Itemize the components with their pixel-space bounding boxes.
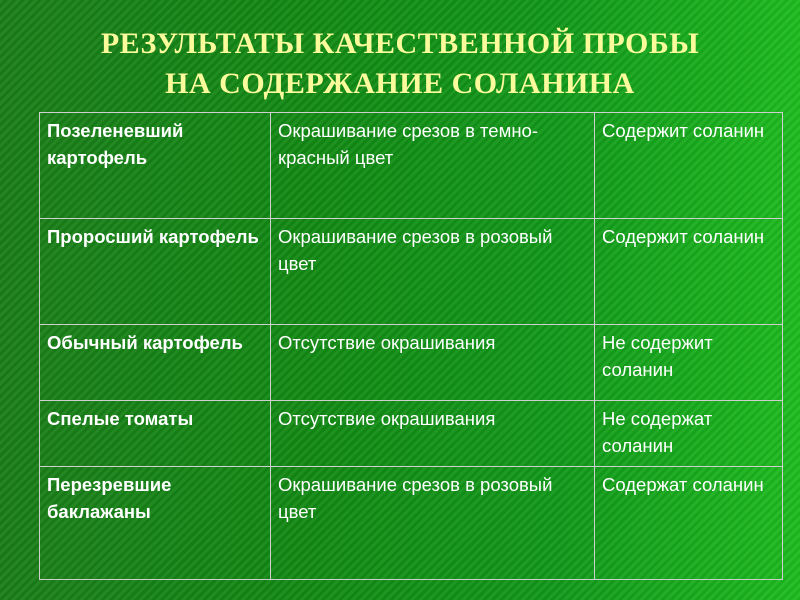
result-cell: Не содержит соланин <box>595 325 783 401</box>
table-row <box>40 219 783 325</box>
product-cell: Перезревшие баклажаны <box>40 467 271 580</box>
table-row <box>40 467 783 580</box>
reaction-cell: Отсутствие окрашивания <box>271 401 595 467</box>
table-row <box>40 113 783 219</box>
results-table <box>39 112 783 580</box>
product-cell: Спелые томаты <box>40 401 271 467</box>
product-cell: Позеленевший картофель <box>40 113 271 219</box>
slide-title <box>0 24 800 104</box>
reaction-cell: Отсутствие окрашивания <box>271 325 595 401</box>
result-cell: Не содержат соланин <box>595 401 783 467</box>
slide-title-line-1: РЕЗУЛЬТАТЫ КАЧЕСТВЕННОЙ ПРОБЫ <box>100 27 700 60</box>
product-cell: Проросший картофель <box>40 219 271 325</box>
result-cell: Содержит соланин <box>595 113 783 219</box>
slide-title-line-2: НА СОДЕРЖАНИЕ СОЛАНИНА <box>165 67 635 100</box>
reaction-cell: Окрашивание срезов в розовый цвет <box>271 219 595 325</box>
result-cell: Содержат соланин <box>595 467 783 580</box>
table-row <box>40 325 783 401</box>
table-row <box>40 401 783 467</box>
result-cell: Содержит соланин <box>595 219 783 325</box>
product-cell: Обычный картофель <box>40 325 271 401</box>
reaction-cell: Окрашивание срезов в розовый цвет <box>271 467 595 580</box>
reaction-cell: Окрашивание срезов в темно-красный цвет <box>271 113 595 219</box>
